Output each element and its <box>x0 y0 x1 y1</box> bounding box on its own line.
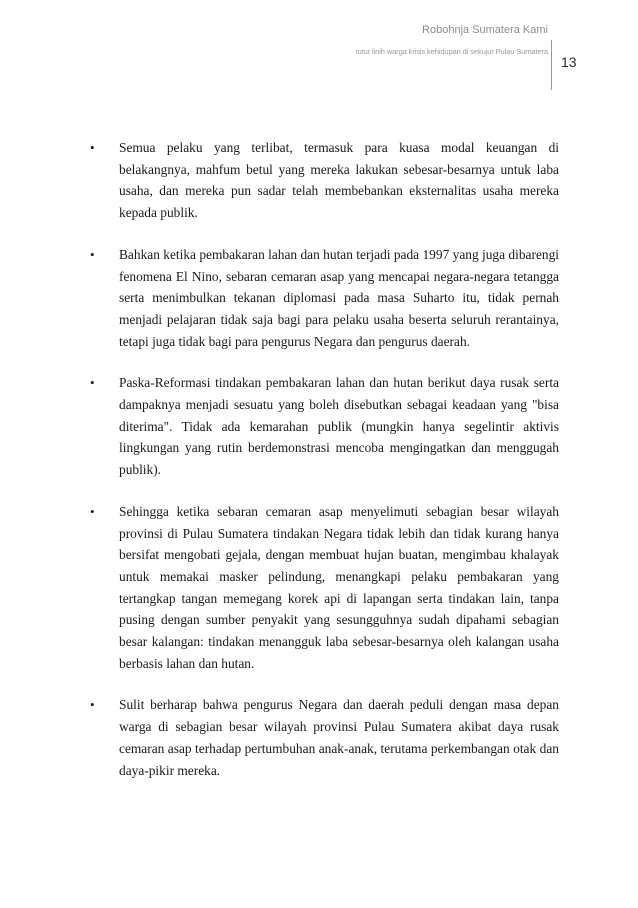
bullet-list <box>88 137 559 781</box>
bullet-text: Semua pelaku yang terlibat, termasuk para kuasa modal keuangan di belakangnya, mahfum betul yang mereka lakukan sebesar-besarnya untuk laba usaha, dan mereka pun sadar telah membebankan eksternalitas usaha mereka kepada publik. <box>119 140 559 221</box>
running-header <box>356 18 548 57</box>
bullet-icon: • <box>90 140 95 155</box>
bullet-text: Sehingga ketika sebaran cemaran asap menyelimuti sebagian besar wilayah provinsi di Pulau Sumatera tindakan Negara tidak lebih dan tidak kurang hanya bersifat mengobati gejala, dengan membuat hujan buatan, mengimbau khalayak untuk memakai masker pelindung, menangkapi pelaku pembakaran yang tertangkap tangan memegang korek api di lapangan serta tindakan lain, tanpa pusing dengan sumber penyakit yang sesungguhnya sudah dipahami sebagian besar kalangan: tindakan menangguk laba sebesar-besarnya oleh kalangan usaha berbasis lahan dan hutan. <box>119 503 559 671</box>
bullet-text: Paska-Reformasi tindakan pembakaran lahan dan hutan berikut daya rusak serta dampaknya menjadi sesuatu yang boleh disebutkan sebagai keadaan yang "bisa diterima". Tidak ada kemarahan publik (mungkin hanya segelintir aktivis lingkungan yang rutin berdemonstrasi mencoba mengingatkan dan menggugah publik). <box>119 375 559 478</box>
bullet-icon: • <box>90 375 95 391</box>
bullet-item <box>88 694 559 781</box>
bullet-text: Sulit berharap bahwa pengurus Negara dan daerah peduli dengan masa depan warga di sebagian besar wilayah provinsi Pulau Sumatera akibat daya rusak cemaran asap terhadap pertumbuhan anak-anak, terutama perkembangan otak dan daya-pikir mereka. <box>119 697 559 778</box>
bullet-text: Bahkan ketika pembakaran lahan dan hutan terjadi pada 1997 yang juga dibarengi fenomena El Nino, sebaran cemaran asap yang mencapai negara-negara tetangga serta menimbulkan tekanan diplomasi pada masa Suharto itu, tidak pernah menjadi pelajaran tidak saja bagi para pelaku usaha beserta seluruh rerantainya, tetapi juga tidak bagi para pengurus Negara dan pengurus daerah. <box>119 246 559 349</box>
bullet-item <box>88 372 559 481</box>
header-divider <box>551 40 552 90</box>
bullet-icon: • <box>90 503 95 519</box>
bullet-item <box>88 244 559 353</box>
header-subtitle: tutur linih warga krisis kehidupan di sekujur Pulau Sumatera <box>355 47 548 56</box>
bullet-icon: • <box>90 246 95 262</box>
bullet-icon: • <box>90 697 95 713</box>
page-number: 13 <box>561 54 577 70</box>
bullet-item <box>88 501 559 675</box>
bullet-item <box>88 137 559 224</box>
header-title: Robohnja Sumatera Kami <box>422 24 548 36</box>
body-content <box>88 137 559 801</box>
